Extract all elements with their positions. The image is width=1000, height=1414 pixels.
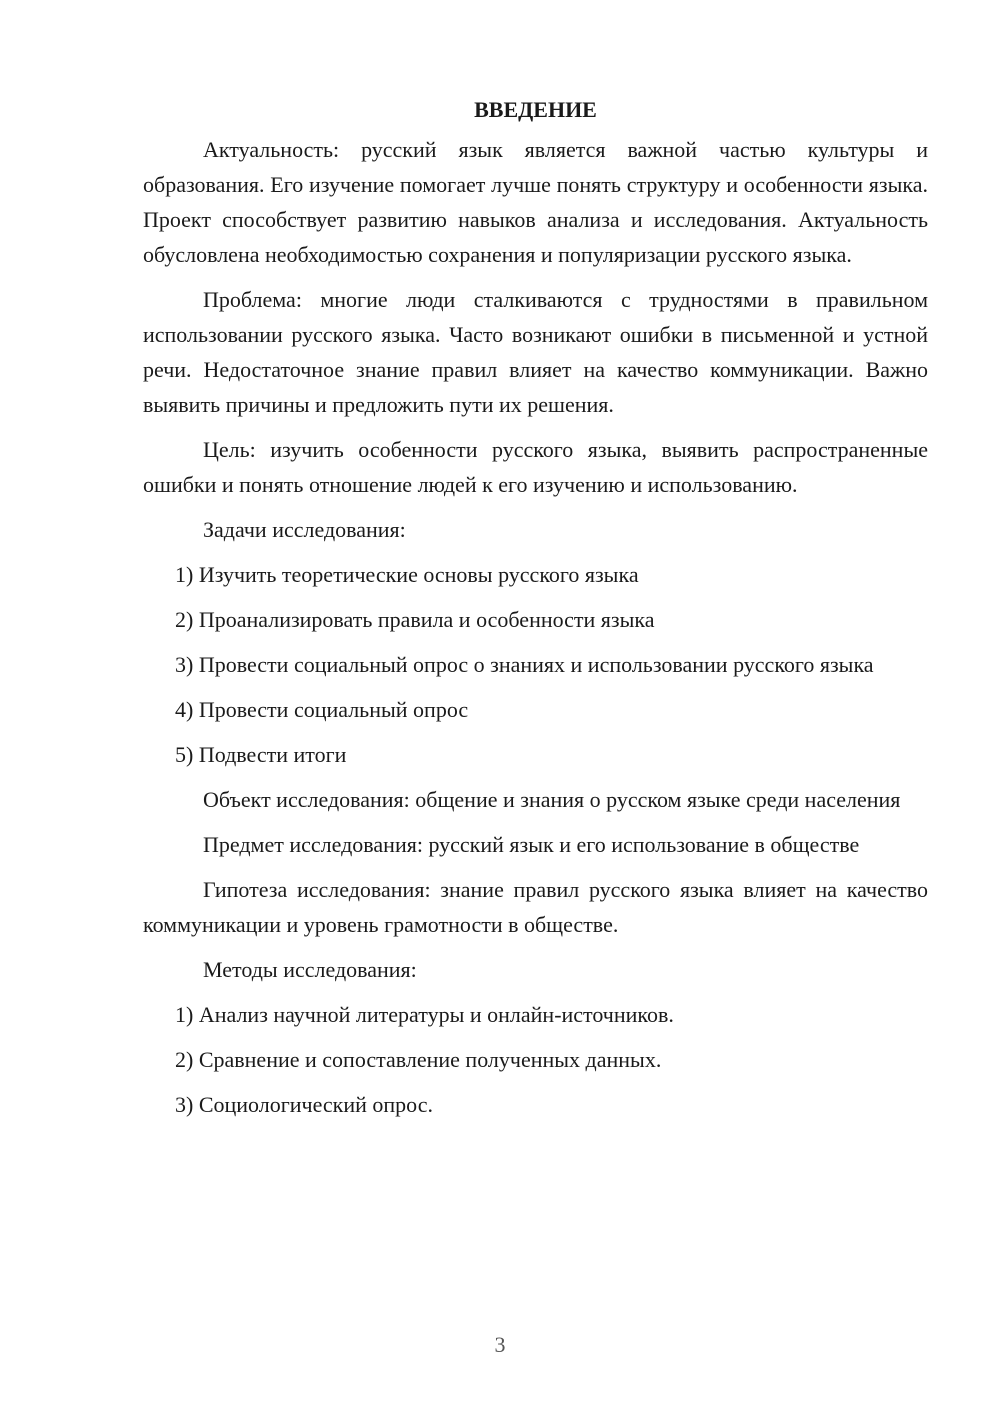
tasks-heading: Задачи исследования: xyxy=(203,517,406,542)
problem-paragraph: Проблема: многие люди сталкиваются с трудностями в правильном использовании русского языка. Часто возникают ошибки в письменной и устной речи. Недостаточное знание правил влияет на качество коммуникации. Важно выявить причины и предложить пути их решения. xyxy=(143,287,928,417)
method-item: 1) Анализ научной литературы и онлайн-источников. xyxy=(175,1002,674,1027)
subject-paragraph: Предмет исследования: русский язык и его использование в обществе xyxy=(203,832,860,857)
method-item: 2) Сравнение и сопоставление полученных данных. xyxy=(175,1047,662,1072)
goal-paragraph: Цель: изучить особенности русского языка, выявить распространенные ошибки и понять отношение людей к его изучению и использованию. xyxy=(143,437,928,497)
task-item: 3) Провести социальный опрос о знаниях и использовании русского языка xyxy=(175,652,874,677)
object-paragraph: Объект исследования: общение и знания о русском языке среди населения xyxy=(203,787,901,812)
page-content xyxy=(143,92,928,1132)
task-item: 5) Подвести итоги xyxy=(175,742,347,767)
methods-heading: Методы исследования: xyxy=(203,957,417,982)
page-title: ВВЕДЕНИЕ xyxy=(474,97,597,122)
method-item: 3) Социологический опрос. xyxy=(175,1092,433,1117)
relevance-paragraph: Актуальность: русский язык является важной частью культуры и образования. Его изучение помогает лучше понять структуру и особенности языка. Проект способствует развитию навыков анализа и исследования. Актуальность обусловлена необходимостью сохранения и популяризации русского языка. xyxy=(143,137,928,267)
task-item: 1) Изучить теоретические основы русского языка xyxy=(175,562,639,587)
hypothesis-paragraph: Гипотеза исследования: знание правил русского языка влияет на качество коммуникации и уровень грамотности в обществе. xyxy=(143,877,928,937)
task-item: 4) Провести социальный опрос xyxy=(175,697,469,722)
task-item: 2) Проанализировать правила и особенности языка xyxy=(175,607,655,632)
page-number: 3 xyxy=(494,1332,506,1357)
